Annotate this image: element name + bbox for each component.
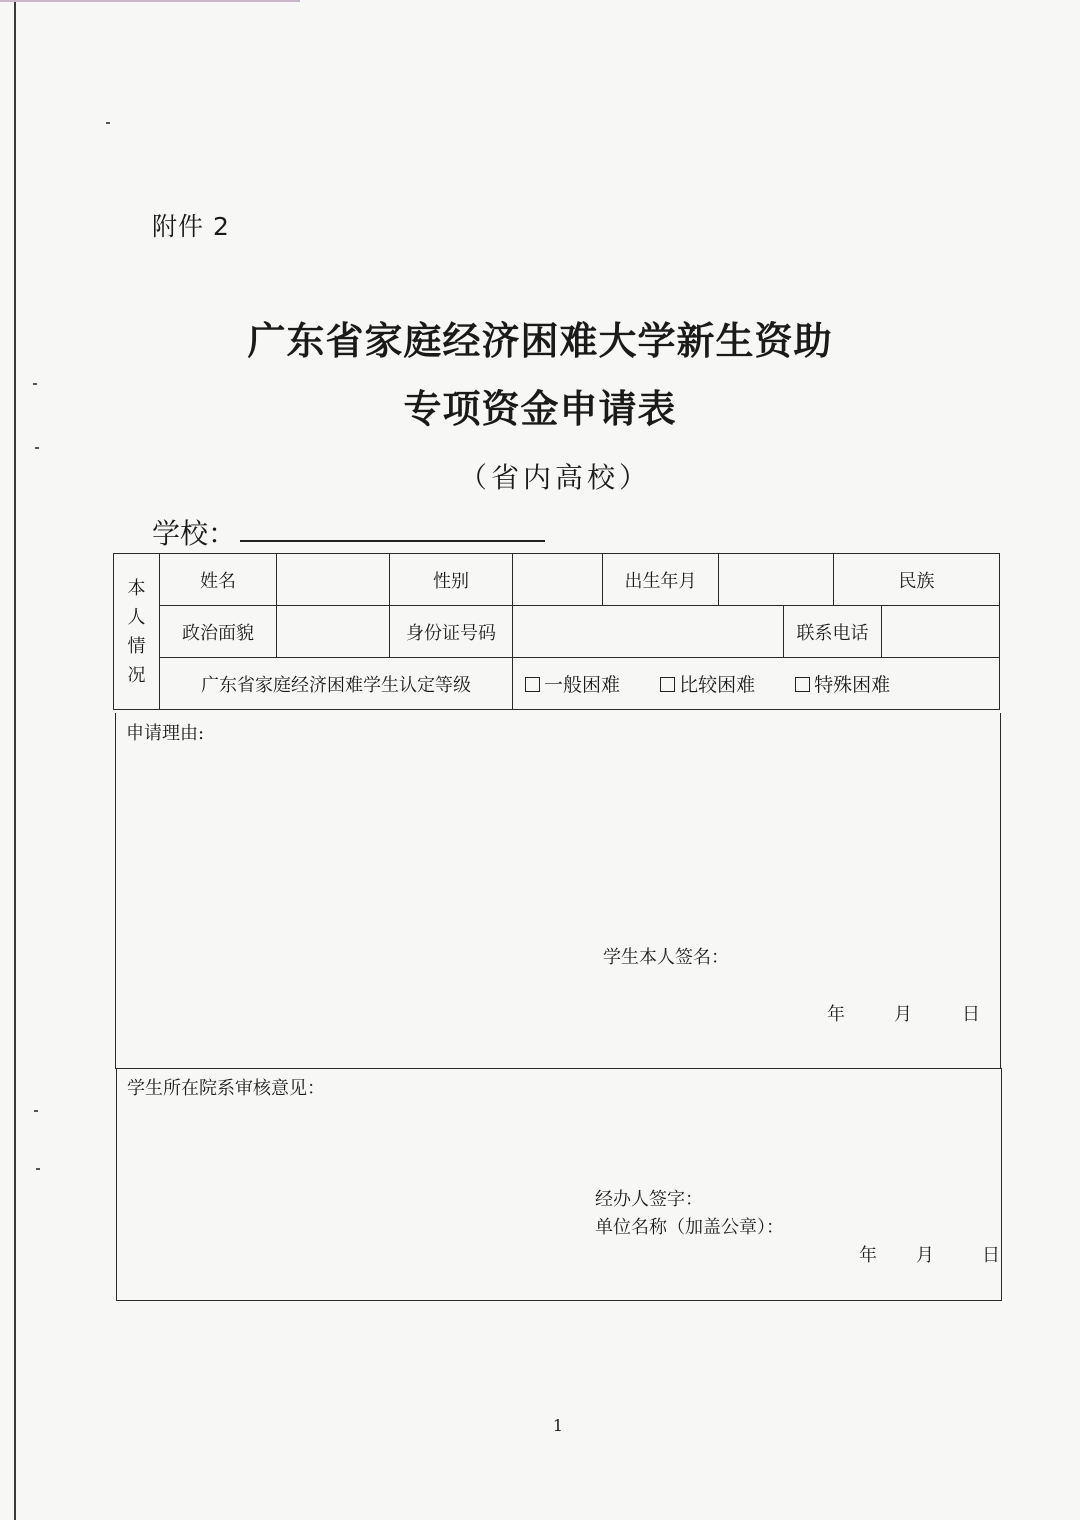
reason-date: 年 月 日: [827, 1004, 980, 1025]
school-input-line[interactable]: [240, 540, 545, 542]
option-general-difficulty[interactable]: 一般困难: [525, 670, 620, 697]
id-number-label: 身份证号码: [390, 606, 513, 658]
option-relative-difficulty[interactable]: 比较困难: [660, 670, 755, 697]
birth-label: 出生年月: [603, 554, 719, 606]
form-title-line2: 专项资金申请表: [403, 386, 677, 431]
checkbox-icon[interactable]: [525, 677, 540, 692]
unit-name-label: 单位名称（加盖公章）：: [595, 1217, 784, 1238]
gender-field[interactable]: [513, 554, 603, 606]
attachment-label: 附件 2: [152, 212, 230, 241]
personal-situation-label: 本 人 情 况: [114, 554, 160, 710]
department-review-label: 学生所在院系审核意见：: [127, 1078, 325, 1099]
form-title-line1: 广东省家庭经济困难大学新生资助: [247, 318, 833, 363]
personal-info-table: [113, 553, 1000, 710]
school-label: 学校：: [152, 517, 237, 550]
department-review-section[interactable]: [116, 1068, 1002, 1301]
name-field[interactable]: [277, 554, 390, 606]
scan-top-edge: [0, 0, 300, 2]
reason-label: 申请理由:: [126, 723, 205, 744]
gender-label: 性别: [390, 554, 513, 606]
handler-signature-label: 经办人签字：: [595, 1189, 703, 1210]
difficulty-level-label: 广东省家庭经济困难学生认定等级: [160, 658, 513, 710]
ethnicity-label: 民族: [834, 554, 1000, 606]
phone-label: 联系电话: [784, 606, 882, 658]
phone-field[interactable]: [882, 606, 1000, 658]
id-number-field[interactable]: [513, 606, 784, 658]
option-special-difficulty[interactable]: 特殊困难: [795, 670, 890, 697]
political-status-field[interactable]: [277, 606, 390, 658]
scan-speck: [34, 1110, 38, 1112]
political-status-label: 政治面貌: [160, 606, 277, 658]
birth-field[interactable]: [719, 554, 834, 606]
scan-speck: [36, 1168, 40, 1170]
application-reason-section[interactable]: [115, 713, 1001, 1069]
checkbox-icon[interactable]: [795, 677, 810, 692]
student-signature-label: 学生本人签名：: [603, 947, 729, 968]
checkbox-icon[interactable]: [660, 677, 675, 692]
name-label: 姓名: [160, 554, 277, 606]
scan-speck: [106, 122, 110, 124]
scan-left-edge: [14, 0, 16, 1520]
form-subtitle: （省内高校）: [458, 461, 651, 494]
department-date: 年 月 日: [859, 1245, 1000, 1266]
page-number: 1: [552, 1416, 564, 1435]
difficulty-level-options: [513, 658, 1000, 710]
scan-speck: [35, 447, 39, 449]
